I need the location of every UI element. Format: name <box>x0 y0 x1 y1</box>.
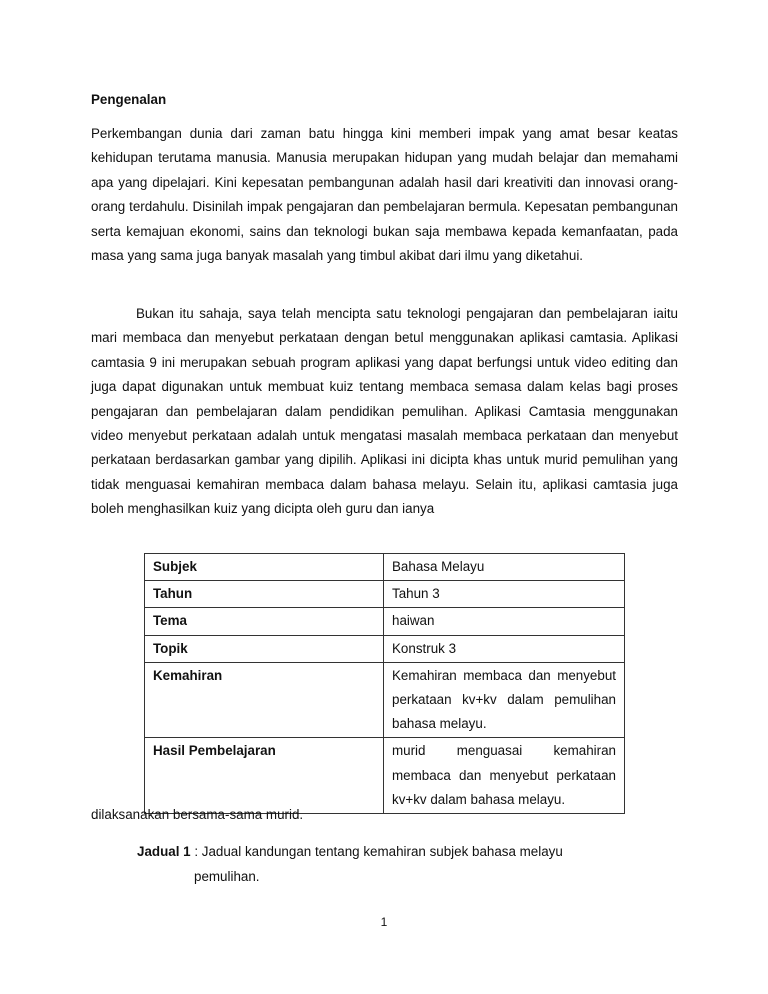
table-value-cell: murid menguasai kemahiran membaca dan menyebut perkataan kv+kv dalam bahasa melayu. <box>384 738 625 814</box>
paragraph-camtasia: Bukan itu sahaja, saya telah mencipta satu teknologi pengajaran dan pembelajaran iaitu mari membaca dan menyebut perkataan dengan betul menggunakan aplikasi camtasia. Aplikasi camtasia 9 ini merupakan sebuah program aplikasi yang dapat berfungsi untuk video editing dan juga dapat digunakan untuk membuat kuiz tentang membaca semasa dalam kelas bagi proses pengajaran dan pembelajaran dalam pendidikan pemulihan. Aplikasi Camtasia menggunakan video menyebut perkataan adalah untuk mengatasi masalah membaca perkataan dan menyebut perkataan berdasarkan gambar yang dipilih. Aplikasi ini dicipta khas untuk murid pemulihan yang tidak menguasai kemahiran membaca dalam bahasa melayu. Selain itu, aplikasi camtasia juga boleh menghasilkan kuiz yang dicipta oleh guru dan ianya <box>91 306 678 517</box>
page-number: 1 <box>380 915 388 929</box>
caption-separator: : <box>190 844 202 859</box>
paragraph-introduction: Perkembangan dunia dari zaman batu hingga kini memberi impak yang amat besar keatas kehidupan terutama manusia. Manusia merupakan hidupan yang mudah belajar dan memahami apa yang dipelajari. Kini kepesatan pembangunan adalah hasil dari kreativiti dan innovasi orang-orang terdahulu. Disinilah impak pengajaran dan pembelajaran bermula. Kepesatan pembangunan serta kemajuan ekonomi, sains dan teknologi bukan saja membawa kepada kemanfaatan, pada masa yang sama juga banyak masalah yang timbul akibat dari ilmu yang diketahui. <box>91 126 678 264</box>
table-value-cell: Tahun 3 <box>384 581 625 608</box>
paragraph-continuation: dilaksanakan bersama-sama murid. <box>91 807 304 822</box>
table-value-cell: Bahasa Melayu <box>384 554 625 581</box>
caption-text-continued: pemulihan. <box>194 869 260 884</box>
table-key-cell: Kemahiran <box>145 662 384 738</box>
table-row <box>145 581 625 608</box>
section-heading: Pengenalan <box>91 92 167 107</box>
table-key-cell: Subjek <box>145 554 384 581</box>
table-row <box>145 662 625 738</box>
table-row <box>145 608 625 635</box>
table-value-cell: Kemahiran membaca dan menyebut perkataan kv+kv dalam pemulihan bahasa melayu. <box>384 662 625 738</box>
table-value-cell: haiwan <box>384 608 625 635</box>
caption-text: Jadual kandungan tentang kemahiran subjek bahasa melayu <box>201 844 563 859</box>
table-value-cell: Konstruk 3 <box>384 635 625 662</box>
table-row <box>145 554 625 581</box>
table-caption <box>137 843 563 861</box>
caption-label: Jadual 1 <box>137 844 191 859</box>
subject-info-table <box>144 553 625 814</box>
table-row <box>145 635 625 662</box>
table-key-cell: Topik <box>145 635 384 662</box>
table-key-cell: Hasil Pembelajaran <box>145 738 384 814</box>
table-key-cell: Tema <box>145 608 384 635</box>
table-row <box>145 738 625 814</box>
table-key-cell: Tahun <box>145 581 384 608</box>
